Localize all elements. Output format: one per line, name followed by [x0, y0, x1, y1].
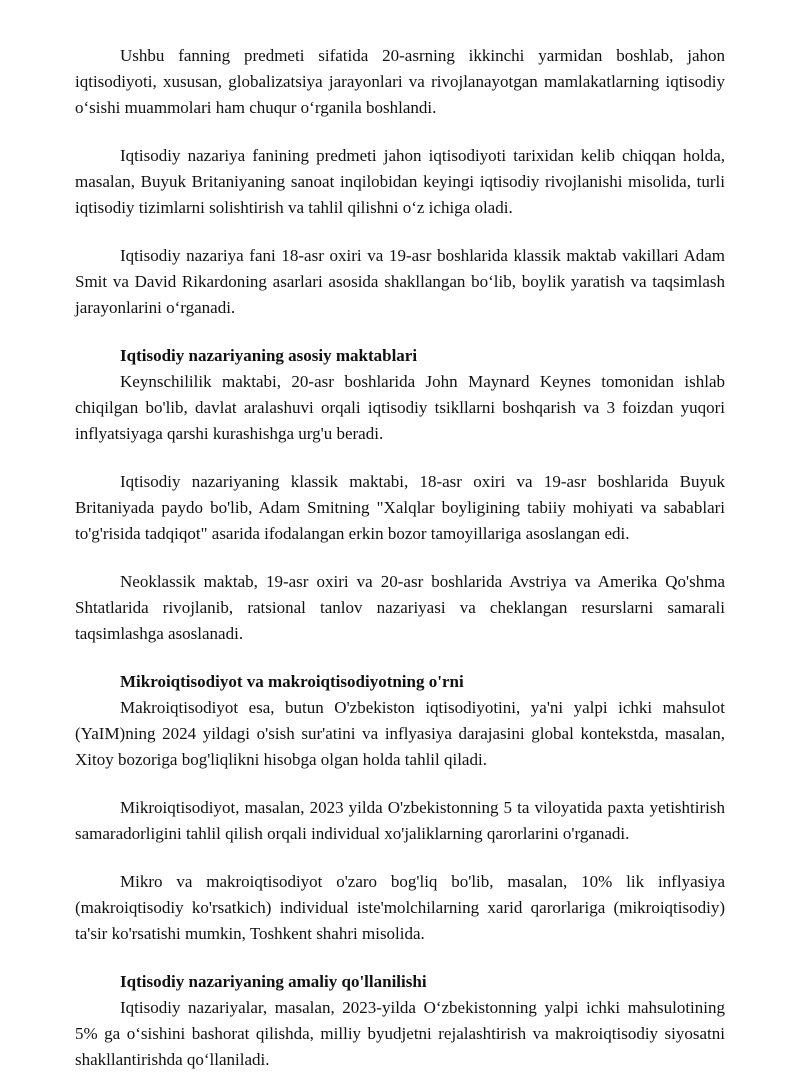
paragraph: Iqtisodiy nazariya fani 18-asr oxiri va 19-asr boshlarida klassik maktab vakillari Adam Smit va David Rikardoning asarlari asosida shakllangan bo‘lib, boylik yaratish va taqsimlash jarayonlarini o‘rganadi.: [75, 246, 725, 317]
paragraph: Keynschililik maktabi, 20-asr boshlarida John Maynard Keynes tomonidan ishlab chiqilgan bo'lib, davlat aralashuvi orqali iqtisodiy tsikllarni boshqarish va 3 foizdan yuqori inflyatsiyaga qarshi kurashishga urg'u beradi.: [75, 372, 725, 443]
paragraph: Ushbu fanning predmeti sifatida 20-asrning ikkinchi yarmidan boshlab, jahon iqtisodiyoti, xususan, globalizatsiya jarayonlari va rivojlanayotgan mamlakatlarning iqtisodiy o‘sishi muammolari ham chuqur o‘rganila boshlandi.: [75, 46, 725, 117]
paragraph: Iqtisodiy nazariyaning klassik maktabi, 18-asr oxiri va 19-asr boshlarida Buyuk Britaniyada paydo bo'lib, Adam Smitning "Xalqlar boyligining tabiiy mohiyati va sabablari to'g'risida tadqiqot" asarida ifodalangan erkin bozor tamoyillariga asoslangan edi.: [75, 472, 725, 543]
paragraph: Iqtisodiy nazariya fanining predmeti jahon iqtisodiyoti tarixidan kelib chiqqan holda, masalan, Buyuk Britaniyaning sanoat inqilobidan keyingi iqtisodiy rivojlanishi misolida, turli iqtisodiy tizimlarni solishtirish va tahlil qilishni o‘z ichiga oladi.: [75, 146, 725, 217]
paragraph: Neoklassik maktab, 19-asr oxiri va 20-asr boshlarida Avstriya va Amerika Qo'shma Shtatlarida rivojlanib, ratsional tanlov nazariyasi va cheklangan resurslarni samarali taqsimlashga asoslanadi.: [75, 572, 725, 643]
paragraph: Iqtisodiy nazariyalar, masalan, 2023-yilda O‘zbekistonning yalpi ichki mahsulotining 5% ga o‘sishini bashorat qilishda, milliy byudjetni rejalashtirish va makroiqtisodiy siyosatni shakllantirishda qo‘llaniladi.: [75, 998, 725, 1069]
section-heading: Iqtisodiy nazariyaning asosiy maktablari: [120, 346, 418, 365]
paragraph: Mikro va makroiqtisodiyot o'zaro bog'liq bo'lib, masalan, 10% lik inflyasiya (makroiqtisodiy ko'rsatkich) individual iste'molchilarning xarid qarorlariga (mikroiqtisodiy) ta'sir ko'rsatishi mumkin, Toshkent shahri misolida.: [75, 872, 725, 943]
section-heading: Mikroiqtisodiyot va makroiqtisodiyotning o'rni: [120, 672, 464, 691]
section-heading: Iqtisodiy nazariyaning amaliy qo'llanilishi: [120, 972, 427, 991]
document-page: [75, 43, 725, 1073]
paragraph: Mikroiqtisodiyot, masalan, 2023 yilda O'zbekistonning 5 ta viloyatida paxta yetishtirish samaradorligini tahlil qilish orqali individual xo'jaliklarning qarorlarini o'rganadi.: [75, 798, 725, 843]
paragraph: Makroiqtisodiyot esa, butun O'zbekiston iqtisodiyotini, ya'ni yalpi ichki mahsulot (YaIM)ning 2024 yildagi o'sish sur'atini va inflyasiya darajasini global kontekstda, masalan, Xitoy bozoriga bog'liqlikni hisobga olgan holda tahlil qiladi.: [75, 698, 725, 769]
